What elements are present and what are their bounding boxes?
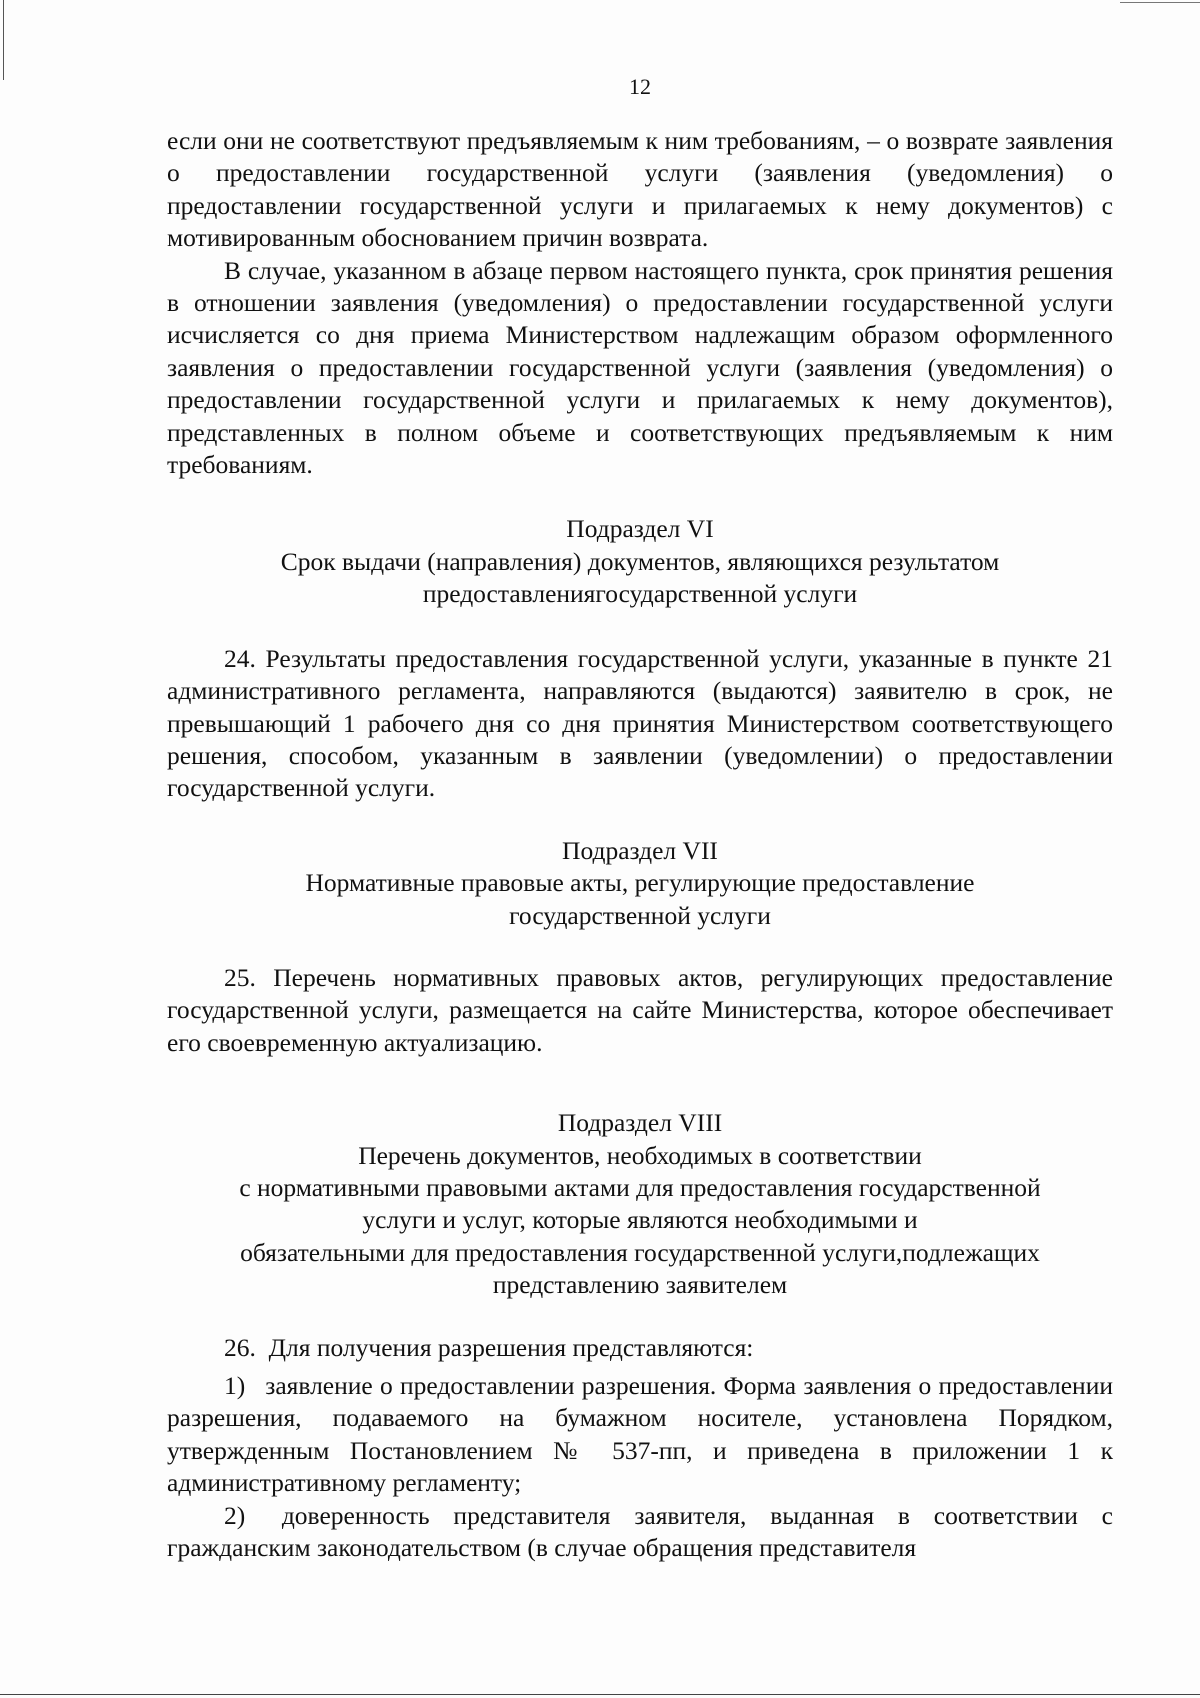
page-number: 12	[629, 74, 651, 99]
section-title-line: представлению заявителем	[492, 1270, 788, 1300]
scan-edge-left	[3, 0, 4, 80]
section-title-line: Нормативные правовые акты, регулирующие предоставление	[305, 868, 975, 898]
document-body	[167, 125, 1113, 1564]
section-title-line: государственной услуги	[509, 900, 771, 930]
section-title-line: Срок выдачи (направления) документов, являющихся результатом	[280, 546, 1000, 576]
scan-edge-top	[1120, 2, 1200, 3]
spacer	[167, 1302, 1113, 1332]
section-title-line: услуги и услуг, которые являются необходимыми и	[362, 1205, 918, 1235]
section-title-line: предоставлениягосударственной услуги	[422, 579, 858, 609]
scan-edge-bottom	[0, 1694, 1200, 1695]
spacer	[167, 481, 1113, 513]
section-heading: Подраздел VII	[562, 835, 718, 865]
spacer	[167, 932, 1113, 962]
section-heading: Подраздел VI	[566, 514, 714, 544]
section-title-line: с нормативными правовыми актами для предоставления государственной	[239, 1172, 1041, 1202]
paragraph: если они не соответствуют предъявляемым к ним требованиям, – о возврате заявления о предоставлении государственной услуги (заявления (уведомления) о предоставлении государственной услуги и прилагаемых к нему документов) с мотивированным обоснованием причин возврата.	[167, 126, 1113, 253]
spacer	[167, 1059, 1113, 1107]
spacer	[167, 805, 1113, 835]
paragraph: 24. Результаты предоставления государственной услуги, указанные в пункте 21 административного регламента, направляются (выдаются) заявителю в срок, не превышающий 1 рабочего дня со дня принятия Министерством соответствующего решения, способом, указанным в заявлении (уведомлении) о предоставлении государственной услуги.	[167, 643, 1113, 803]
spacer	[167, 611, 1113, 643]
section-title-line: обязательными для предоставления государственной услуги,подлежащих	[240, 1237, 1040, 1267]
section-title-line: Перечень документов, необходимых в соответствии	[358, 1140, 922, 1170]
paragraph: В случае, указанном в абзаце первом настоящего пункта, срок принятия решения в отношении заявления (уведомления) о предоставлении государственной услуги исчисляется со дня приема Министерством надлежащим образом оформленного заявления о предоставлении государственной услуги (заявления (уведомления) о предоставлении государственной услуги и прилагаемых к нему документов), представленных в полном объеме и соответствующих предъявляемым к ним требованиям.	[167, 255, 1113, 480]
paragraph: 25. Перечень нормативных правовых актов, регулирующих предоставление государственной услуги, размещается на сайте Министерства, которое обеспечивает его своевременную актуализацию.	[167, 962, 1113, 1057]
paragraph: 26. Для получения разрешения представляются:	[224, 1332, 754, 1362]
section-heading: Подраздел VIII	[557, 1108, 723, 1138]
list-item: 1) заявление о предоставлении разрешения. Форма заявления о предоставлении разрешения, подаваемого на бумажном носителе, установлена Порядком, утвержденным Постановлением № 537-пп, и приведена в приложении 1 к административному регламенту;	[167, 1371, 1113, 1498]
list-item: 2) доверенность представителя заявителя, выданная в соответствии с гражданским законодательством (в случае обращения представителя	[167, 1500, 1113, 1563]
